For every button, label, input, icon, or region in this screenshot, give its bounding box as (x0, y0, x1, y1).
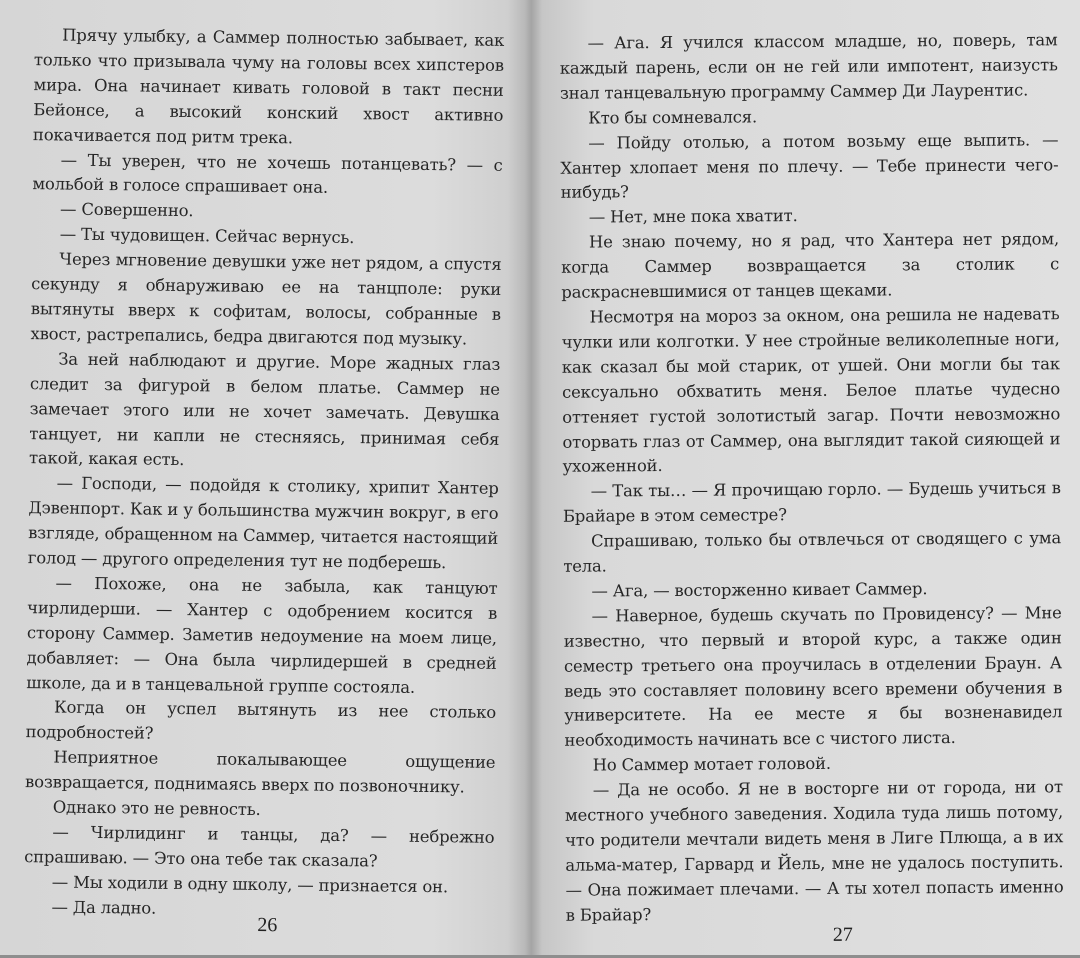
paragraph: — Ага. Я учился классом младше, но, поверь, там каждый парень, если он не гей или импотент, наизусть знал танцевальную программу Саммер Ди Лаурентис. (559, 30, 1058, 103)
paragraph: Неприятное покалывающее ощущение возвращается, поднимаясь вверх по позвоночнику. (24, 747, 496, 797)
paragraph: — Да ладно. (51, 897, 157, 918)
paragraph: — Да не особо. Я не в восторге ни от города, ни от местного учебного заведения. Ходила туда лишь потому, что родители мечтали видеть меня в Лиге Плюща, а в их альма-матер, Гарвард и Йель, мне не удалось поступить. — Она пожимает плечами. — А ты хотел попасть именно в Брайар? (564, 777, 1064, 925)
page-number-left: 26 (257, 913, 278, 937)
paragraph: Однако это не ревность. (52, 797, 261, 820)
paragraph: — Ты чудовищен. Сейчас вернусь. (59, 224, 355, 248)
paragraph: — Ты уверен, что не хочешь потанцевать? — с мольбой в голосе спрашивает она. (32, 150, 503, 198)
paragraph: Но Саммер мотает головой. (592, 754, 831, 775)
right-page-text (560, 28, 1064, 928)
right-page (535, 0, 1080, 957)
paragraph: — Так ты… — Я прочищаю горло. — Будешь учиться в Брайаре в этом семестре? (562, 478, 1061, 526)
paragraph: — Пойду отолью, а потом возьму еще выпить. — Хантер хлопает меня по плечу. — Тебе принести чего-нибудь? (560, 129, 1059, 203)
paragraph: За ней наблюдают и другие. Море жадных глаз следит за фигурой в белом платье. Саммер не замечает этого или не хочет замечать. Девушка танцует, ни капли не стесняясь, принимая себя такой, какая есть. (28, 349, 501, 470)
paragraph: Через мгновение девушки уже нет рядом, а спустя секунду я обнаруживаю ее на танцполе: руки вытянуты вверх к софитам, волосы, собранные в хвост, растрепались, бедра двигаются под музыку. (30, 249, 502, 349)
paragraph: Несмотря на мороз за окном, она решила не надевать чулки или колготки. У нее стройные великолепные ноги, как сказал бы мой старик, от ушей. Они могли бы так сексуально обхватить меня. Белое платье чудесно оттеняет густой золотистый загар. Почти невозможно оторвать глаз от Саммер, она выглядит такой сияющей и ухоженной. (561, 304, 1061, 477)
paragraph: — Нет, мне пока хватит. (588, 206, 798, 227)
paragraph: — Господи, — подойдя к столику, хрипит Хантер Дэвенпорт. Как и у большинства мужчин вокруг, в его взгляде, обращенном на Саммер, читается настоящий голод — другого определения тут не подберешь. (27, 473, 499, 573)
paragraph: Спрашиваю, только бы отвлечься от сводящего с ума тела. (563, 528, 1062, 576)
paragraph: Кто бы сомневался. (588, 107, 758, 128)
left-page (0, 0, 533, 958)
paragraph: — Наверное, будешь скучать по Провиденсу? — Мне известно, что первый и второй курс, а также один семестр третьего она проучилась в отделении Браун. А ведь это составляет половину всего времени обучения в университете. На ее месте я бы возненавидел необходимость начинать все с чистого листа. (563, 603, 1063, 751)
paragraph: Когда он успел вытянуть из нее столько подробностей? (25, 697, 497, 744)
page-number-right: 27 (832, 923, 853, 946)
paragraph: — Похоже, она не забыла, как танцуют чирлидерши. — Хантер с одобрением косится в сторону Саммер. Заметив недоумение на моем лице, добавляет: — Она была чирлидершей в средней школе, да и в танцевальной группе состояла. (26, 573, 498, 697)
paragraph: — Совершенно. (59, 199, 194, 221)
paragraph: Прячу улыбку, а Саммер полностью забывает, как только что призывала чуму на головы всех хипстеров мира. Она начинает кивать головой в такт песни Бейонсе, а высокий конский хвост активно покачивается под ритм трека. (32, 25, 505, 147)
paragraph: — Мы ходили в одну школу, — признается он. (51, 872, 449, 897)
left-page-text (23, 23, 504, 925)
paragraph: — Чирлидинг и танцы, да? — небрежно спрашиваю. — Это она тебе так сказала? (24, 822, 495, 871)
paragraph: Не знаю почему, но я рад, что Хантера нет рядом, когда Саммер возвращается за столик с раскрасневшимися от танцев щеками. (561, 229, 1060, 302)
paragraph: — Ага, — восторженно кивает Саммер. (591, 579, 928, 601)
